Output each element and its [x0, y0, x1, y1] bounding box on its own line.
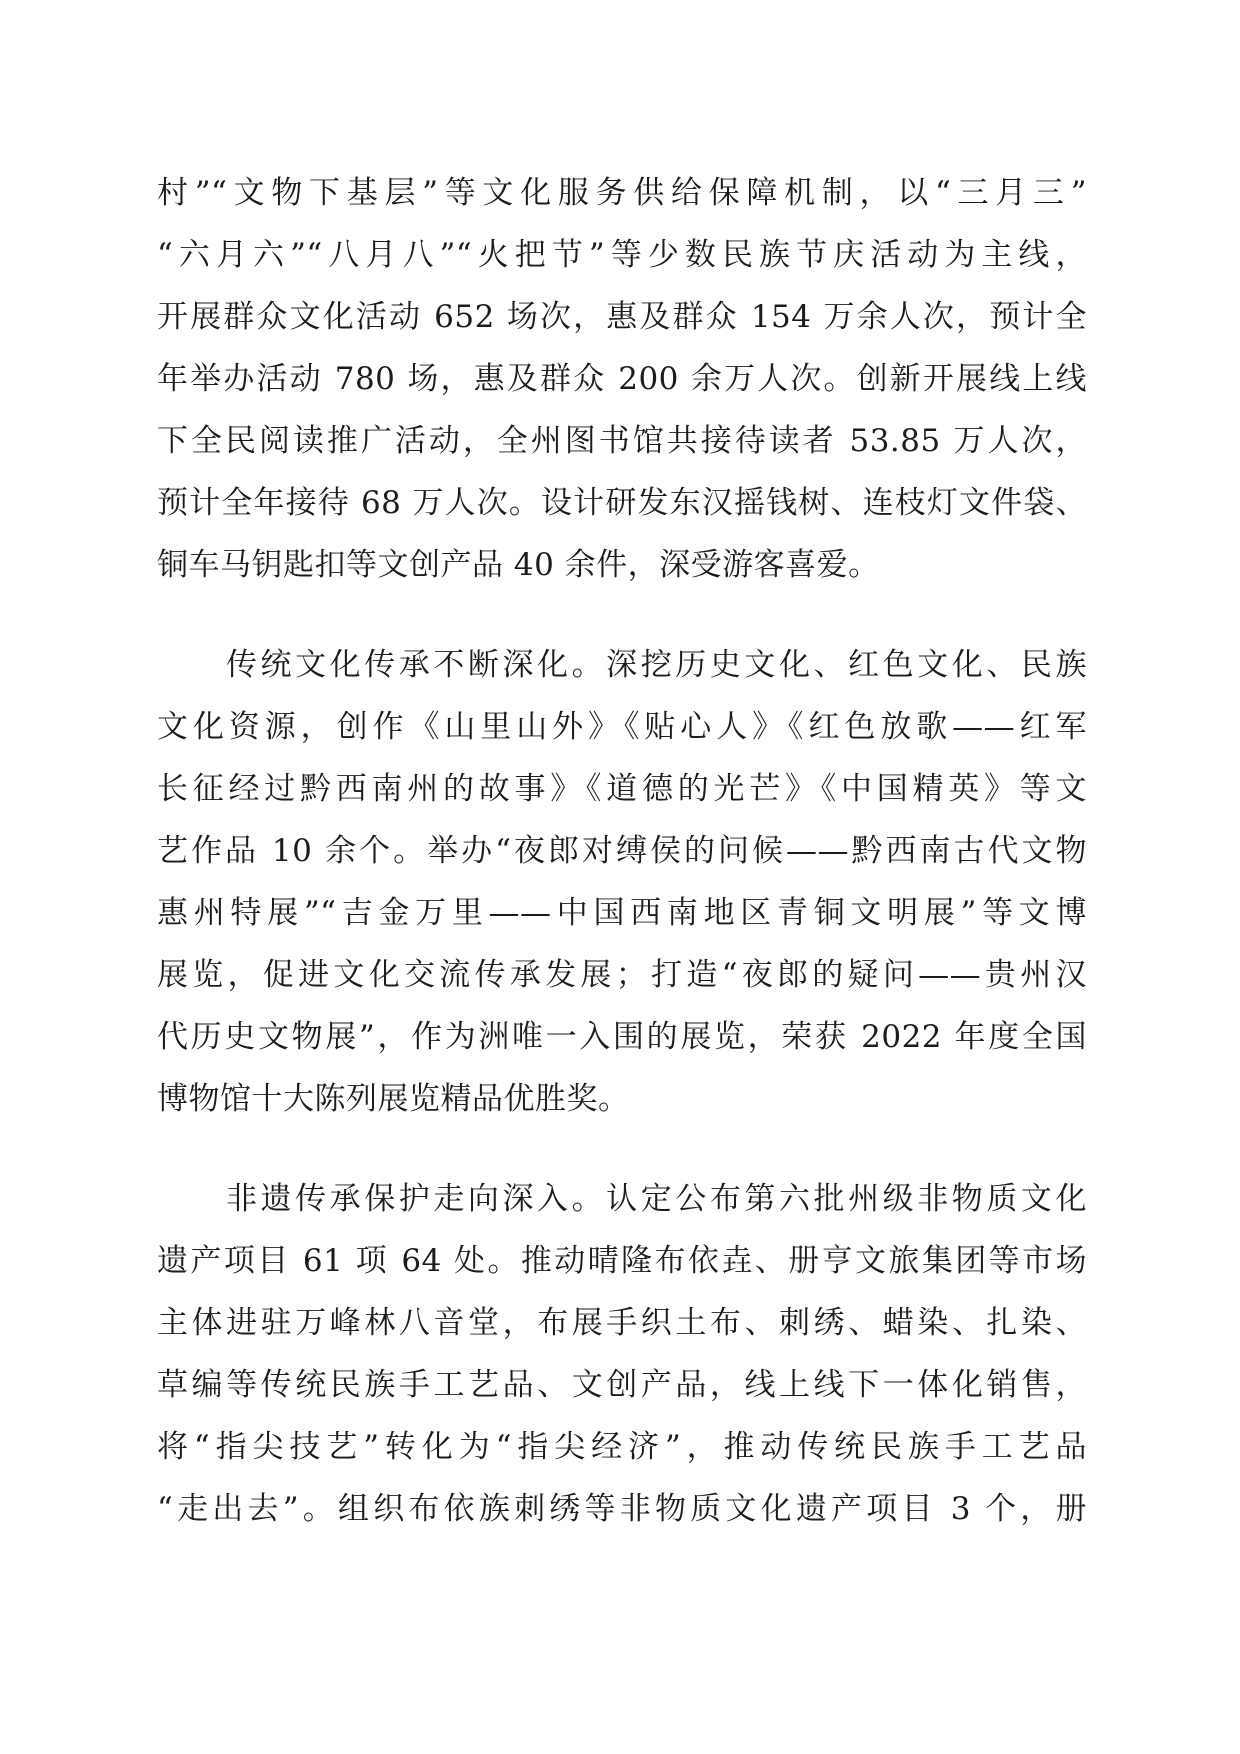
- text-line: 文化资源，创作《山里山外》《贴心人》《红色放歌——红军: [157, 709, 1087, 745]
- text-line: 艺作品 10 余个。举办“夜郎对缚侯的问候——黔西南古代文物: [157, 833, 1087, 869]
- text-line: 年举办活动 780 场，惠及群众 200 余万人次。创新开展线上线: [157, 361, 1087, 397]
- text-line: 主体进驻万峰林八音堂，布展手织土布、刺绣、蜡染、扎染、: [157, 1305, 1087, 1341]
- text-line: 开展群众文化活动 652 场次，惠及群众 154 万余人次，预计全: [157, 299, 1087, 335]
- text-line: 将“指尖技艺”转化为“指尖经济”，推动传统民族手工艺品: [157, 1429, 1087, 1465]
- text-line: “六月六”“八月八”“火把节”等少数民族节庆活动为主线，: [157, 237, 1087, 273]
- text-line: 惠州特展”“吉金万里——中国西南地区青铜文明展”等文博: [157, 895, 1087, 931]
- text-line: 铜车马钥匙扣等文创产品 40 余件，深受游客喜爱。: [157, 547, 880, 583]
- text-line: 代历史文物展”，作为洲唯一入围的展览，荣获 2022 年度全国: [157, 1019, 1087, 1055]
- text-line: “走出去”。组织布依族刺绣等非物质文化遗产项目 3 个，册: [157, 1491, 1087, 1527]
- text-line: 长征经过黔西南州的故事》《道德的光芒》《中国精英》等文: [157, 771, 1087, 807]
- text-line: 遗产项目 61 项 64 处。推动晴隆布依垚、册亨文旅集团等市场: [157, 1243, 1087, 1279]
- paragraph-first-line: 传统文化传承不断深化。深挖历史文化、红色文化、民族: [226, 647, 1087, 683]
- text-line: 预计全年接待 68 万人次。设计研发东汉摇钱树、连枝灯文件袋、: [157, 485, 1087, 521]
- text-line: 下全民阅读推广活动，全州图书馆共接待读者 53.85 万人次，: [157, 423, 1087, 459]
- text-line: 博物馆十大陈列展览精品优胜奖。: [157, 1081, 630, 1117]
- paragraph-first-line: 非遗传承保护走向深入。认定公布第六批州级非物质文化: [226, 1181, 1087, 1217]
- text-line: 村”“文物下基层”等文化服务供给保障机制，以“三月三”: [157, 175, 1087, 211]
- text-line: 展览，促进文化交流传承发展；打造“夜郎的疑问——贵州汉: [157, 957, 1087, 993]
- text-line: 草编等传统民族手工艺品、文创产品，线上线下一体化销售，: [157, 1367, 1087, 1403]
